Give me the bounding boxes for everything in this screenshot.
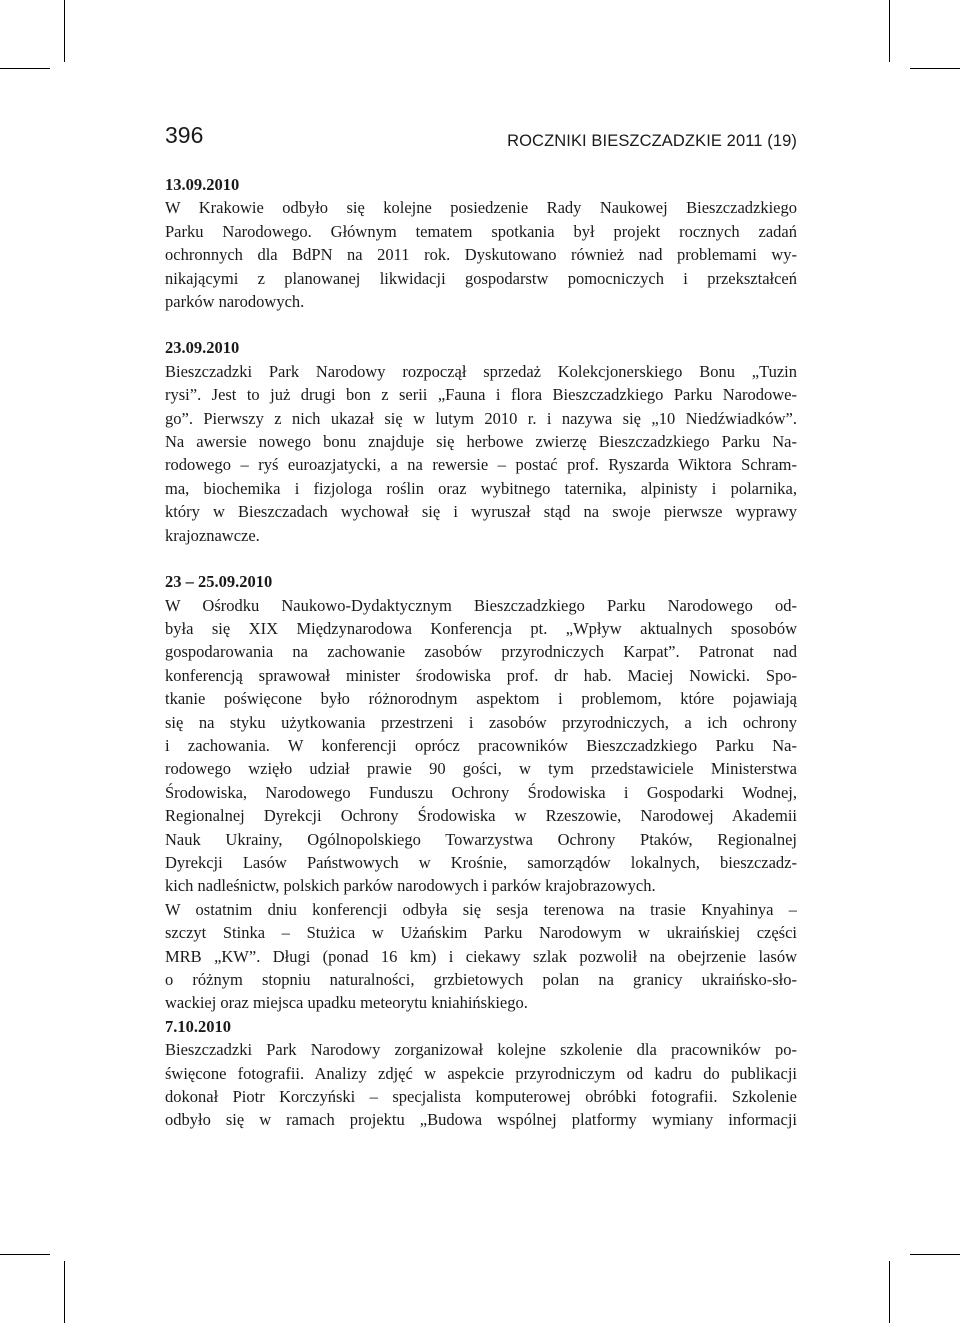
chronicle-entry bbox=[165, 336, 797, 547]
crop-mark bbox=[889, 1261, 890, 1323]
chronicle-entry bbox=[165, 173, 797, 313]
text-line: ma, biochemika i fizjologa roślin oraz wybitnego taternika, alpinisty i polarnika, bbox=[165, 478, 797, 498]
chronicle-entry bbox=[165, 1015, 797, 1132]
text-line: gospodarowania na zachowanie zasobów przyrodniczych Karpat”. Patronat nad bbox=[165, 642, 797, 662]
text-line: dokonał Piotr Korczyński – specjalista komputerowej obróbki fotografii. Szkolenie bbox=[165, 1087, 797, 1107]
chronicle-entry bbox=[165, 570, 797, 1015]
text-line: wackiej oraz miejsca upadku meteorytu kniahińskiego. bbox=[165, 993, 528, 1013]
entry-date: 7.10.2010 bbox=[165, 1016, 231, 1036]
text-line: Nauk Ukrainy, Ogólnopolskiego Towarzystwa Ochrony Ptaków, Regionalnej bbox=[165, 829, 797, 849]
page-header bbox=[165, 118, 797, 158]
text-line: Bieszczadzki Park Narodowy rozpoczął sprzedaż Kolekcjonerskiego Bonu „Tuzin bbox=[165, 361, 797, 381]
text-line: go”. Pierwszy z nich ukazał się w lutym 2010 r. i nazywa się „10 Niedźwiadków”. bbox=[165, 408, 797, 428]
page-number: 396 bbox=[165, 122, 204, 148]
text-line: ochronnych dla BdPN na 2011 rok. Dyskutowano również nad problemami wy- bbox=[165, 245, 797, 265]
entry-date: 13.09.2010 bbox=[165, 175, 240, 194]
text-line: i zachowania. W konferencji oprócz pracowników Bieszczadzkiego Parku Na- bbox=[165, 735, 797, 755]
text-line: była się XIX Międzynarodowa Konferencja pt. „Wpływ aktualnych sposobów bbox=[165, 618, 797, 638]
running-head: ROCZNIKI BIESZCZADZKIE 2011 (19) bbox=[507, 132, 797, 150]
crop-mark bbox=[64, 1261, 65, 1323]
text-line: konferencją sprawował minister środowiska prof. dr hab. Maciej Nowicki. Spo- bbox=[165, 665, 797, 685]
text-line: święcone fotografii. Analizy zdjęć w aspekcie przyrodniczym od kadru do publikacji bbox=[165, 1063, 797, 1083]
crop-mark bbox=[889, 0, 890, 62]
text-line: rysi”. Jest to już drugi bon z serii „Fauna i flora Bieszczadzkiego Parku Narodowe- bbox=[165, 385, 797, 405]
text-line: MRB „KW”. Długi (ponad 16 km) i ciekawy szlak pozwolił na obejrzenie lasów bbox=[165, 946, 797, 966]
crop-mark bbox=[0, 68, 50, 69]
text-line: krajoznawcze. bbox=[165, 525, 260, 545]
text-line: szczyt Stinka – Stużica w Użańskim Parku Narodowym w ukraińskiej części bbox=[165, 923, 797, 943]
text-line: Regionalnej Dyrekcji Ochrony Środowiska w Rzeszowie, Narodowej Akademii bbox=[165, 806, 797, 826]
text-line: o różnym stopniu naturalności, grzbietowych polan na granicy ukraińsko-sło- bbox=[165, 970, 797, 989]
text-line: Bieszczadzki Park Narodowy zorganizował kolejne szkolenie dla pracowników po- bbox=[165, 1040, 797, 1060]
crop-mark bbox=[64, 0, 65, 62]
text-line: Parku Narodowego. Głównym tematem spotkania był projekt rocznych zadań bbox=[165, 221, 797, 241]
crop-mark bbox=[910, 1254, 960, 1255]
text-line: nikającymi z planowanej likwidacji gospodarstw pomocniczych i przekształceń bbox=[165, 268, 797, 288]
text-line: W Krakowie odbyło się kolejne posiedzenie Rady Naukowej Bieszczadzkiego bbox=[165, 198, 797, 218]
crop-mark bbox=[910, 68, 960, 69]
entry-date: 23.09.2010 bbox=[165, 338, 240, 358]
text-line: rodowego – ryś euroazjatycki, a na rewersie – postać prof. Ryszarda Wiktora Schram- bbox=[165, 455, 797, 475]
text-line: W ostatnim dniu konferencji odbyła się sesja terenowa na trasie Knyahinya – bbox=[165, 899, 797, 919]
text-line: tkanie poświęcone było różnorodnym aspektom i problemom, które pojawiają bbox=[165, 689, 797, 709]
text-line: się na styku użytkowania przestrzeni i zasobów przyrodniczych, a ich ochrony bbox=[165, 712, 797, 732]
text-line: Środowiska, Narodowego Funduszu Ochrony Środowiska i Gospodarki Wodnej, bbox=[165, 782, 797, 802]
text-line: rodowego wzięło udział prawie 90 gości, w tym przedstawiciele Ministerstwa bbox=[165, 759, 797, 779]
text-line: W Ośrodku Naukowo-Dydaktycznym Bieszczadzkiego Parku Narodowego od- bbox=[165, 595, 797, 615]
text-line: odbyło się w ramach projektu „Budowa wspólnej platformy wymiany informacji bbox=[165, 1110, 797, 1130]
crop-mark bbox=[0, 1254, 50, 1255]
text-line: Na awersie nowego bonu znajduje się herbowe zwierzę Bieszczadzkiego Parku Na- bbox=[165, 432, 797, 452]
chronicle-body bbox=[165, 173, 797, 1132]
entry-date: 23 – 25.09.2010 bbox=[165, 572, 273, 592]
text-line: parków narodowych. bbox=[165, 292, 305, 312]
text-line: kich nadleśnictw, polskich parków narodowych i parków krajobrazowych. bbox=[165, 876, 656, 896]
text-line: Dyrekcji Lasów Państwowych w Krośnie, samorządów lokalnych, bieszczadz- bbox=[165, 852, 797, 872]
text-line: który w Bieszczadach wychował się i wyruszał stąd na swoje pierwsze wyprawy bbox=[165, 502, 797, 522]
